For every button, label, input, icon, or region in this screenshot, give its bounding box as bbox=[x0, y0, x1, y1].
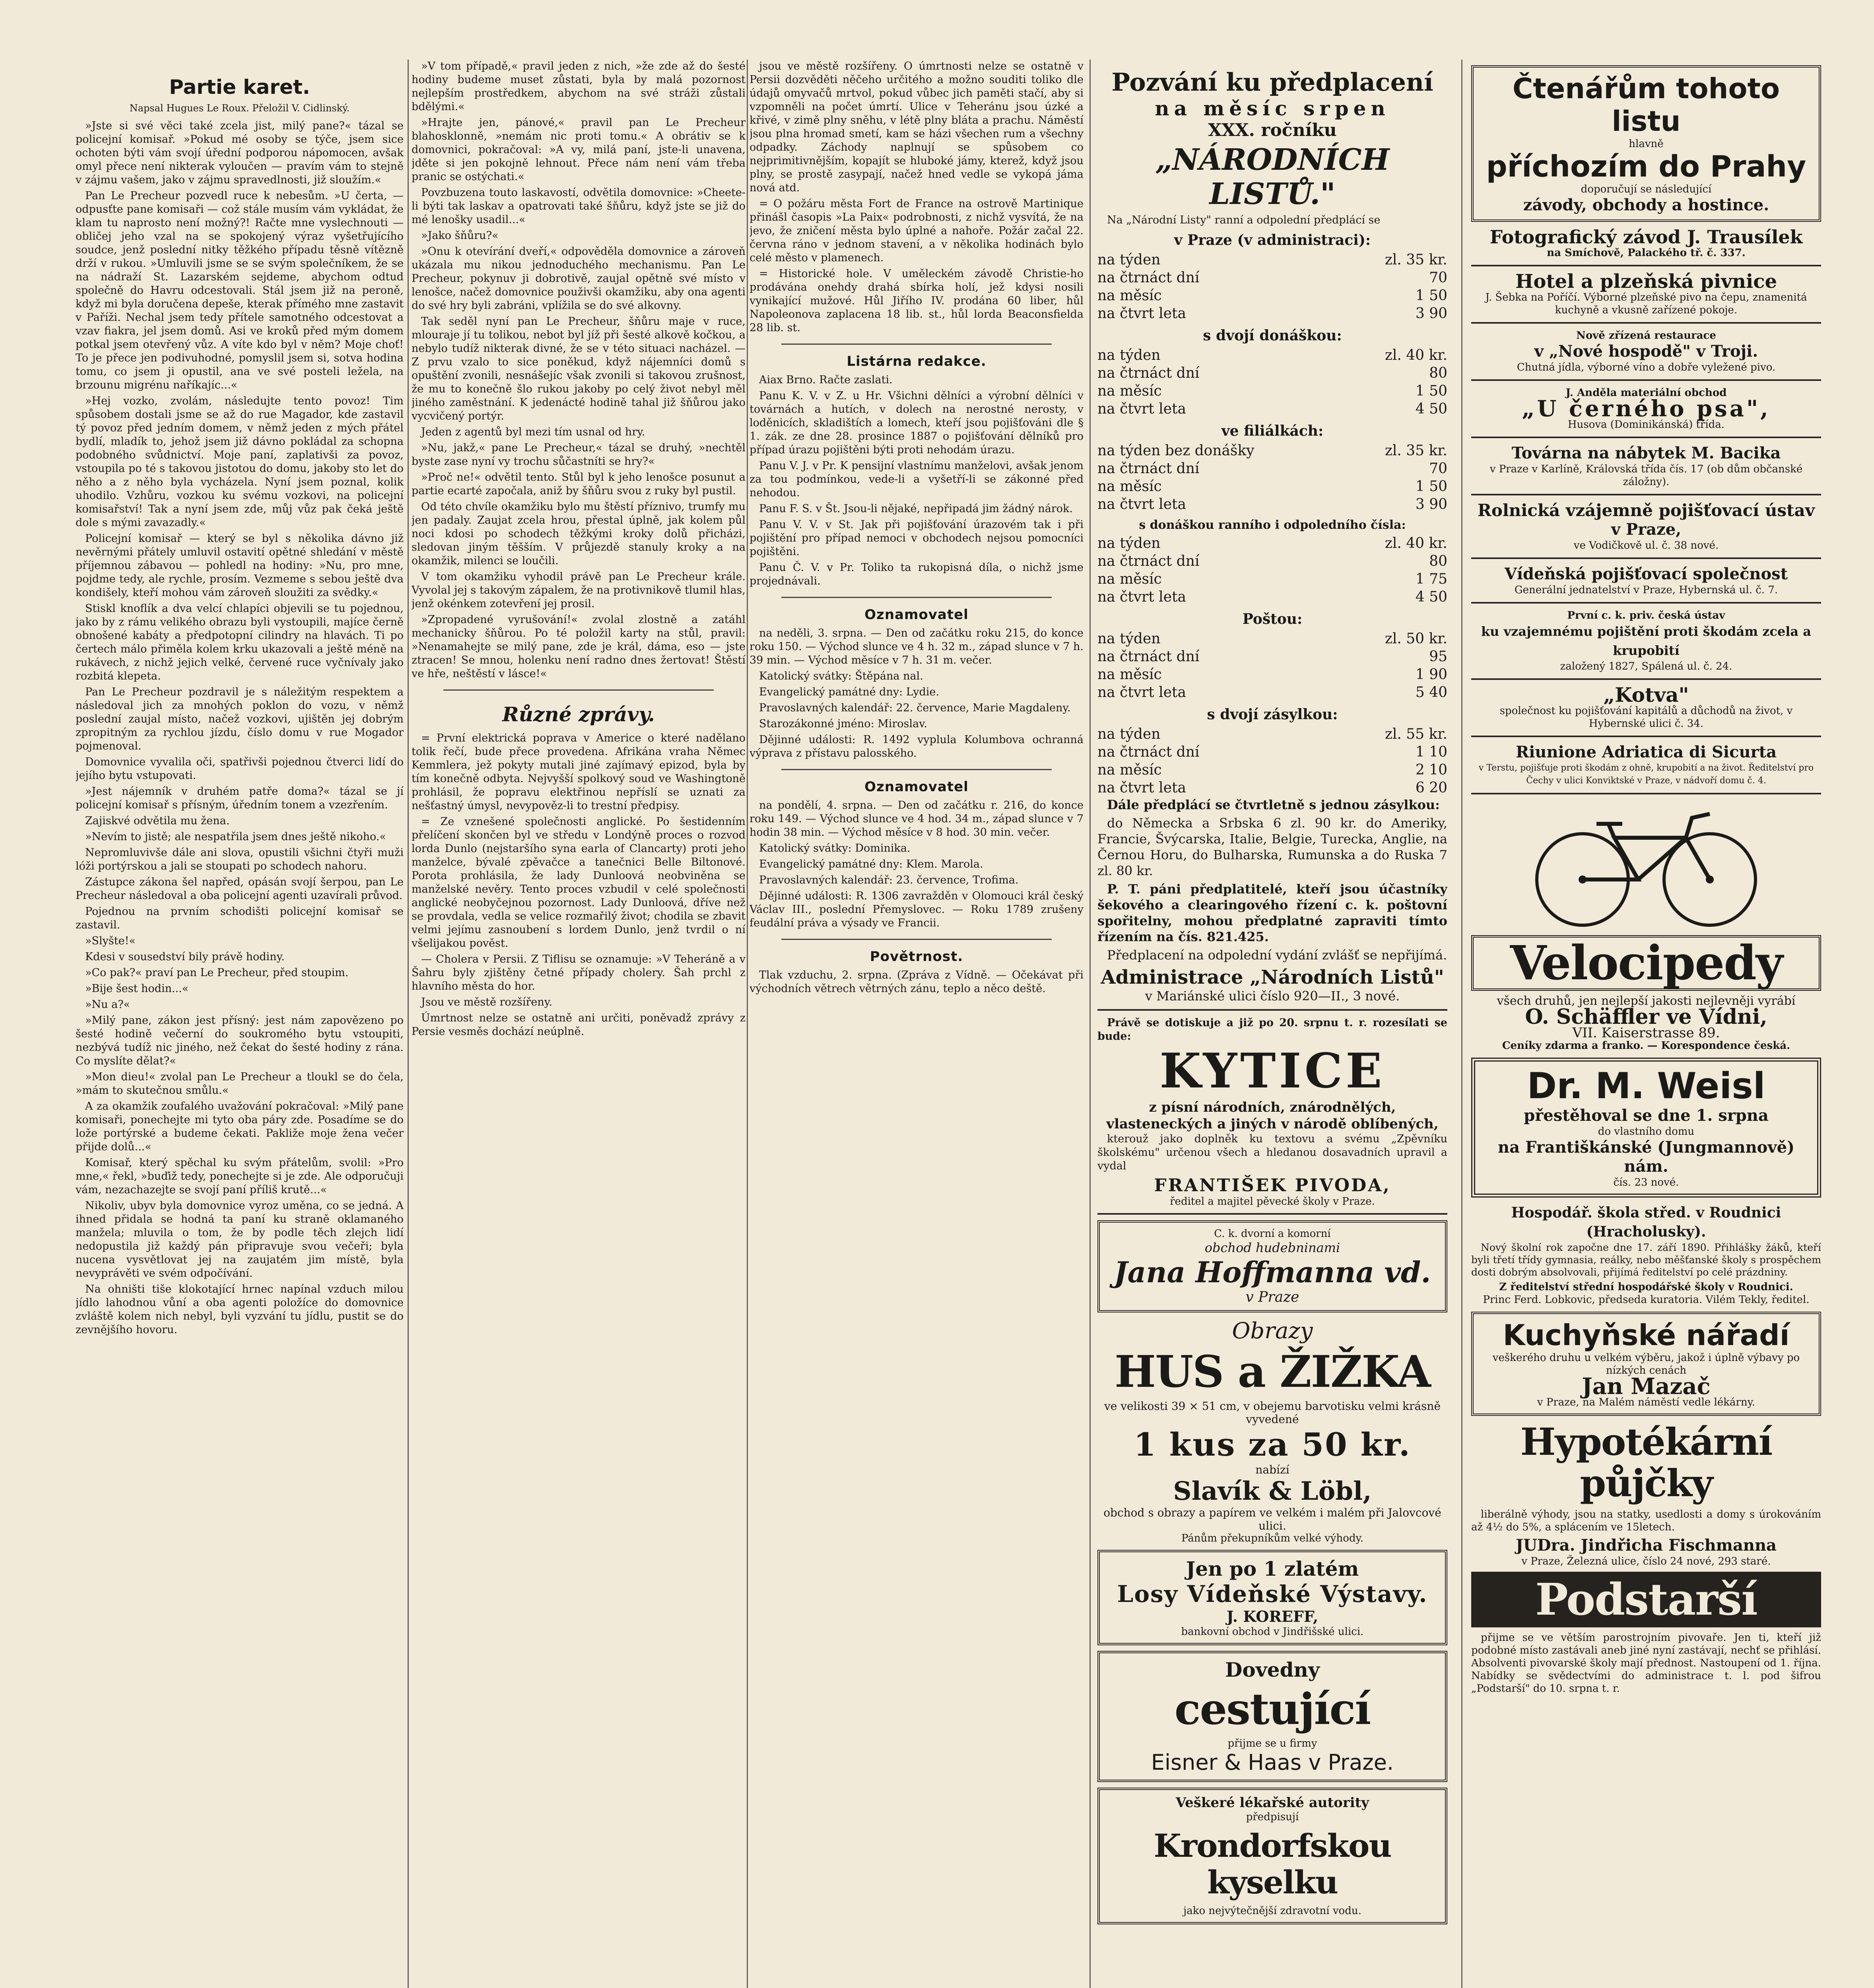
price-label: na čtvrt leta bbox=[1097, 305, 1186, 322]
andel-line1: J. Anděla materiální obchod bbox=[1565, 387, 1727, 399]
almanac-paragraph: Evangelický památné dny: Klem. Marola. bbox=[759, 858, 983, 870]
price-row bbox=[1097, 570, 1447, 588]
prvni-line3: založený 1827, Spálená ul. č. 24. bbox=[1560, 660, 1732, 672]
prvni-line2: ku vzajemnému pojištění proti škodám zcela a krupobití bbox=[1481, 624, 1811, 658]
column-three bbox=[750, 60, 1084, 998]
news-paragraph: = Historické hole. V uměleckém závodě Christie-ho prodávána onehdy drahá sbírka holí, jež kdysi nosili vynikající mužové. Hůl Jiřího IV. prodána 60 liber, hůl Napoleonova zaplacena 18 lib. st., hůl lorda Beaconsfielda 28 lib. st. bbox=[750, 268, 1084, 334]
hoffmann-name: Jana Hoffmanna vd. bbox=[1114, 1255, 1431, 1289]
price-value: 1 75 bbox=[1415, 571, 1447, 587]
divider bbox=[1471, 494, 1821, 495]
almanac-paragraph: Pravoslavných kalendář: 22. července, Marie Magdaleny. bbox=[759, 702, 1071, 714]
schaffler-name: O. Schäffler ve Vídni, bbox=[1525, 1005, 1767, 1029]
posta-heading: Poštou: bbox=[1242, 611, 1303, 627]
story-paragraph: Od této chvíle okamžiku bylo mu štěstí příznivo, trumfy mu jen padaly. Zaujat zcela hrou, přestal úplně, jak kolem půl noci kdosi po schodech těžkými kroky dolů přicházi, sledovan jiným těšším. V průjezdě stanuly kroky a na okamžik, milenci se loučili. bbox=[412, 501, 746, 567]
story-paragraph: Domovnice vyvalila oči, spatřivši pojednou čtverci lidí do jejího bytu vstupovati. bbox=[76, 756, 404, 782]
kotva-name: „Kotva" bbox=[1603, 683, 1689, 707]
price-label: na čtrnáct dní bbox=[1097, 365, 1200, 381]
hus-subtitle: ve velikosti 39 × 51 cm, v obejemu barvotisku velmi krásně vyvedené bbox=[1104, 1400, 1441, 1426]
hotel-title: Hotel a plzeňská pivnice bbox=[1515, 270, 1777, 293]
story-paragraph: Pan Le Precheur pozvedl ruce k nebesům. »U čerta, — odpusťte pane komisaři — což stále musím vám vykládat, že klam tu naprosto není možný?! Račte mne vyslechnouti — obličej jeho vzal na se spokojený výraz vyšetřujícího soudce, jenž poslední nitky těžkého případu těsně vítězně drží v rukou. »Umluvili jsme se se svým společníkem, že se na nádraží St. Lazarském sejdeme, abychom odtud společně do Havru odcestovali. Stál jsem již na peroně, když mi byla doručena depeše, kterak přímého mne zastavit v Paříži. Nechal jsem tedy přítele samotného odcestovat a vzav fiakra, jel jsem domů. Asi ve kroků před mým domem potkal jsem otevřený vůz. A víte kdo byl v něm? Moje choť! To je přece jen podivuhodné, pomyslil jsem si, sotva hodina tomu, co jsem ji opustil, ana ve své posteli ležela, na brzounu migrénu naříkajíc...« bbox=[76, 190, 404, 391]
hus-price: 1 kus za 50 kr. bbox=[1134, 1426, 1411, 1463]
price-value: 70 bbox=[1429, 270, 1447, 286]
podstarsi-title: Podstarší bbox=[1471, 1572, 1821, 1627]
price-label: na čtrnáct dní bbox=[1097, 270, 1200, 286]
divider bbox=[1097, 1213, 1447, 1215]
letter-paragraph: Panu V. V. v St. Jak při pojišťování úrazovém tak i při pojištění pro případ nemoci v obchodech nejsou pomocníci pojištěni. bbox=[750, 518, 1084, 558]
price-row bbox=[1097, 648, 1447, 666]
news-paragraph: = Ze vznešené společnosti anglické. Po šestidenním přelíčení skončen byl ve středu v Londýně proces o rozvod lorda Dunlo (nejstaršího syna earla of Clancarty) proti jeho manželce, bývalé zpěvačce a tanečnici Belle Biltonové. Porota prohlásila, že lady Dunloová neobviněna se manželské nevěry. Tento proces vzbudil v celé společnosti anglické neobyčejnou pozornost. Lady Dunloová, dříve než se provdala, vedla se velice rozmařilý život; chodila se zbavit velmi jejímu zasnoubení s lordem Dunlo, jenž tvrdil o ní všelijakou pověst. bbox=[412, 815, 746, 949]
hotel-text: J. Šebka na Poříčí. Výborné plzeňské pivo na čepu, znamenitá kuchyně a vkusně zařízené pokoje. bbox=[1485, 291, 1807, 316]
story-paragraph: »Zpropadené vyrušování!« zvolal zlostně a zatáhl mechanicky šňůrou. Po té položil karty na stůl, pravil: »Nenamahejte se milý pane, zde je král, dáma, eso — jste ztracen! Se mnou, holenku není radno dnes žertovat! Štěstí ve hře, neštěstí v lásce!« bbox=[412, 613, 746, 680]
price-label: na čtrnáct dní bbox=[1097, 744, 1200, 760]
kuchyn-title: Kuchyňské nářadí bbox=[1503, 1318, 1790, 1352]
almanac-body-1 bbox=[750, 627, 1084, 760]
weisl-line2: přestěhoval se dne 1. srpna bbox=[1524, 1106, 1769, 1125]
story-paragraph: »Onu k otevírání dveří,« odpověděla domovnice a zároveň ukázala mu nikou jednoduchého mechanismu. Pan Le Precheur, pokynuv ji dobrotivě, zaujal opětně své místo v lenošce, načež domovnice použivši okamžiku, aby ona agenti do své hry byli zabráni, vplížila se do své alkovny. bbox=[412, 245, 746, 312]
price-row bbox=[1097, 251, 1447, 269]
price-label: na čtvrt leta bbox=[1097, 780, 1186, 796]
price-row bbox=[1097, 287, 1447, 305]
hypo-title: Hypotékární půjčky bbox=[1520, 1420, 1772, 1505]
story-paragraph: »Nevím to jistě; ale nespatřila jsem dnes ještě nikoho.« bbox=[85, 831, 386, 843]
letters-title: Listárna redakce. bbox=[847, 353, 987, 369]
divider bbox=[1471, 736, 1821, 737]
koreff-ad bbox=[1097, 1550, 1447, 1645]
price-table-donaska bbox=[1097, 346, 1447, 418]
abroad-prices: do Německa a Srbska 6 zl. 90 kr. do Ameriky, Francie, Švýcarska, Italie, Belgie, Turecka, Anglie, na Černou Horu, do Bulharska, Rumunska a do Ruska 7 zl. 80 kr. bbox=[1097, 815, 1447, 878]
price-label: na měsíc bbox=[1097, 383, 1162, 399]
hus-offer: nabízí bbox=[1255, 1463, 1289, 1476]
price-row bbox=[1097, 683, 1447, 701]
price-value: 80 bbox=[1429, 553, 1447, 569]
story-paragraph: »V tom případě,« pravil jeden z nich, »že zde až do šesté hodiny budeme muset zůstati, byla by malá pozornost nejlepším prostředkem, abychom na své stráži zůstali bdělými.« bbox=[412, 60, 746, 113]
hus-zizka-title: HUS a ŽIŽKA bbox=[1115, 1346, 1430, 1397]
losy-price: Jen po 1 zlatém bbox=[1186, 1557, 1359, 1580]
almanac-body-2 bbox=[750, 799, 1084, 930]
price-label: na čtvrt leta bbox=[1097, 589, 1186, 605]
fischmann-address: v Praze, Železná ulice, číslo 24 nové, 293 staré. bbox=[1521, 1555, 1771, 1567]
s-donaskou-heading: s donáškou ranního i odpoledního čísla: bbox=[1139, 518, 1406, 532]
story-paragraph: »Bije šest hodin...« bbox=[85, 982, 189, 995]
column-two bbox=[412, 60, 746, 1041]
price-row bbox=[1097, 552, 1447, 570]
kytice-intro: Právě se dotiskuje a již po 20. srpnu t. r. rozesílati se bude: bbox=[1097, 1017, 1447, 1043]
weather-title: Povětrnost. bbox=[870, 949, 963, 965]
schaffler-note: Ceníky zdarma a franko. — Korespondence česká. bbox=[1502, 1040, 1790, 1052]
story-paragraph: »Jste si své věci také zcela jist, milý pane?« tázal se policejní komisař. »Pokud mé osoby se týče, jsem sice ochoten býti vám svojí úřední podporou nápomocen, avšak omyl přece není nikterak vyloučen — pravím vám to stejně v zájmu vašem, jako v zájmu spravedlnosti, již sloužím.« bbox=[76, 120, 404, 186]
feuilleton-byline: Napsal Hugues Le Roux. Přeložil V. Cidlinský. bbox=[129, 103, 350, 114]
riunione-text: v Terstu, pojišťuje proti škodám z ohně, krupobití a na život. Ředitelství pro Čechy v ulici Konviktské v Praze, v nádvoří domu č. 4. bbox=[1478, 763, 1814, 786]
price-label: na měsíc bbox=[1097, 762, 1162, 778]
weisl-line4: na Františkánské (Jungmannově) nám. bbox=[1498, 1138, 1794, 1176]
story-paragraph: »Nu, jakž,« pane Le Precheur,« tázal se druhý, »nechtěl byste zase nyní vy trochu sůčastníti se hry?« bbox=[412, 442, 746, 468]
viden-title: Vídeňská pojišťovací společnost bbox=[1504, 565, 1788, 583]
story-paragraph: »Proč ne!« odvětil tento. Stůl byl k jeho lenošce posunut a partie ecarté započala, aniž by šňůru svou z ruky byl pustil. bbox=[412, 471, 746, 497]
price-value: zl. 55 kr. bbox=[1385, 726, 1447, 742]
news-section-title: Různé zprávy. bbox=[502, 703, 655, 726]
story-paragraph: Povzbuzena touto laskavostí, odvětila domovnice: »Cheete-li býti tak laskav a opatrovati také šňůru, když jste se již do mé lenošky usadil...« bbox=[412, 186, 746, 226]
story-paragraph: »Milý pane, zákon jest přísný: jest nám zapovězeno po šesté hodině večerní do soukromého bytu vstoupiti, nezbývá tudíž nic jiného, než čekat do šesté hodiny z rána. Co myslíte dělat?« bbox=[76, 1014, 404, 1067]
obrazy-title: Obrazy bbox=[1232, 1318, 1313, 1344]
abroad-note: Dále předplácí se čtvrtletně s jednou zásylkou: bbox=[1107, 797, 1440, 812]
news-paragraph: Úmrtnost nelze se ostatně ani určiti, poněvadž zprávy z Persie vesměs dochází neúplně. bbox=[412, 1012, 746, 1038]
hoffmann-line2: obchod hudebninami bbox=[1204, 1240, 1340, 1255]
price-row bbox=[1097, 761, 1447, 779]
divider bbox=[1471, 793, 1821, 794]
eisner-name: Eisner & Haas v Praze. bbox=[1151, 1750, 1394, 1775]
trausilek-name: Fotografický závod J. Trausílek bbox=[1489, 226, 1803, 248]
price-value: 3 90 bbox=[1415, 305, 1447, 322]
andel-name: „U černého psa", bbox=[1522, 396, 1771, 422]
almanac-paragraph: na neděli, 3. srpna. — Den od začátku roku 215, do konce roku 150. — Východ slunce ve 4 h. 32 m., západ slunce v 7 h. 39 min. — Východ měsíce v 7 h. 31 m. večer. bbox=[750, 627, 1084, 666]
roudnice-names: Princ Ferd. Lobkovic, předseda kuratoria. Vilém Tekly, ředitel. bbox=[1483, 1294, 1810, 1306]
bacik-title: Továrna na nábytek M. Bacika bbox=[1511, 444, 1781, 462]
rolnicka-title: Rolnická vzájemně pojišťovací ústav bbox=[1477, 501, 1815, 520]
cestujici-ad bbox=[1097, 1651, 1447, 1782]
news-paragraph: — Cholera v Persii. Z Tiflisu se oznamuje: »V Teheráně a v Šahru byly zjištěny četné případy cholery. Šah prchl z hlavního města do hor. bbox=[412, 953, 746, 992]
price-value: 3 90 bbox=[1415, 496, 1447, 513]
price-value: 4 50 bbox=[1415, 401, 1447, 417]
price-label: na čtvrt leta bbox=[1097, 496, 1186, 513]
letter-paragraph: Aiax Brno. Račte zaslati. bbox=[759, 374, 893, 386]
krondorf-line2: předpisují bbox=[1246, 1811, 1299, 1823]
divider bbox=[1471, 557, 1821, 559]
price-row bbox=[1097, 442, 1447, 460]
story-paragraph: Komisař, který spěchal ku svým přátelům, svolil: »Pro mne,« řekl, »buďiž tedy, ponechejte si je zde. Ale odporučuji vám, nezachazejte se svojí paní příliš krutě...« bbox=[76, 1157, 404, 1196]
price-label: na měsíc bbox=[1097, 571, 1162, 587]
price-row bbox=[1097, 779, 1447, 797]
dvoji-heading: s dvojí zásylkou: bbox=[1207, 706, 1338, 723]
column-rule bbox=[408, 60, 409, 1988]
riunione-name: Riunione Adriatica di Sicurta bbox=[1515, 743, 1777, 761]
story-paragraph: Nepromluvivše dále ani slova, opustili všichni čtyři muži lóži portýrskou a jali se stoupati po schodech nahoru. bbox=[76, 846, 404, 872]
slavik-note: Pánům překupníkům velké výhody. bbox=[1181, 1532, 1364, 1544]
price-value: 4 50 bbox=[1415, 589, 1447, 605]
bacik-address: v Praze v Karlíně, Královská třída čís. 17 (ob dům občanské záložny). bbox=[1489, 463, 1803, 488]
story-paragraph: »Jest nájemník v druhém patře doma?« tázal se jí policejní komisař s přísným, úředním tonem a vzezřením. bbox=[76, 785, 404, 811]
news-paragraph: Jsou ve městě rozšířeny. bbox=[421, 996, 552, 1008]
weisl-name: Dr. M. Weisl bbox=[1527, 1065, 1765, 1107]
divider bbox=[781, 939, 1052, 940]
column-rule bbox=[1461, 60, 1462, 1988]
trausilek-address: na Smíchově, Palackého tř. č. 337. bbox=[1547, 247, 1746, 259]
divider bbox=[443, 689, 714, 691]
column-ads bbox=[1471, 60, 1821, 1697]
divider bbox=[1471, 678, 1821, 680]
mazac-name: Jan Mazač bbox=[1582, 1373, 1711, 1400]
letter-paragraph: Panu F. S. v Št. Jsou-li nějaké, nepřipadá jim žádný nárok. bbox=[759, 503, 1073, 515]
price-row bbox=[1097, 588, 1447, 606]
divider bbox=[1471, 265, 1821, 266]
krondorf-line1: Veškeré lékařské autority bbox=[1175, 1795, 1369, 1811]
story-paragraph: Zajiskvé odvětila mu žena. bbox=[85, 815, 230, 827]
kotva-text: společnost ku pojišťování kapitálů a důchodů na život, v Hybernské ulici č. 34. bbox=[1499, 705, 1793, 730]
kytice-subtitle: z písní národních, znárodnělých, vlasteneckých a jiných v národě oblíbených, bbox=[1106, 1099, 1439, 1132]
divider bbox=[1471, 379, 1821, 381]
story-paragraph: Zástupce zákona šel napřed, opásán svojí šerpou, pan Le Precheur následoval a oba policejní agenti uzavírali průvod. bbox=[76, 876, 404, 902]
slavik-text: obchod s obrazy a papírem ve velkém i malém při Jalovcové ulici. bbox=[1103, 1506, 1441, 1532]
kytice-text: kterouž jako doplněk ku textovu a svému „Zpěvníku školskému" určenou všech a hledanou dosavadních upravil a vydal bbox=[1097, 1133, 1447, 1172]
news-paragraph: jsou ve městě rozšířeny. O úmrtnosti nelze se ostatně v Persii dozvěděti něčeho určitého a možno souditi toliko dle údajů omyvačů mrtvol, pokud vůbec jich paměti stačí, aby si vzpomněli na počet úmrtí. Ulice v Teheránu jsou úzké a křivé, v zimě plny sněhu, v létě plny bláta a prachu. Náměstí jsou plna hromad smetí, kam se házi všechen rum a všechny odpadky. Záchody naplnují se spůsobem co nejprimitivnějším, kopajít se hluboké jámy, kterež, když jsou plny, se prostě zasypají, načež hned vedle se vykopá jáma nová atd. bbox=[750, 60, 1084, 194]
price-value: 70 bbox=[1429, 460, 1447, 477]
price-label: na čtrnáct dní bbox=[1097, 648, 1200, 665]
price-label: na čtrnáct dní bbox=[1097, 553, 1200, 569]
price-value: 2 10 bbox=[1415, 762, 1447, 778]
directory-line4: doporučují se následující bbox=[1581, 183, 1712, 195]
rolnicka-address: ve Vodičkově ul. č. 38 nové. bbox=[1573, 540, 1719, 551]
price-row bbox=[1097, 269, 1447, 287]
price-value: 1 50 bbox=[1415, 478, 1447, 495]
story-paragraph: »Co pak?« praví pan Le Precheur, před stoupim. bbox=[85, 967, 349, 979]
story-paragraph: A za okamžik zoufalého uvažování pokračoval: »Milý pane komisaři, ponechejte mi tyto oba páry zde. Posadíme se do lože portýrské a budeme čekati. Pakliže moje žena večer přijde dolů...« bbox=[76, 1100, 404, 1153]
viden-address: Generální jednatelství v Praze, Hybernská ul. č. 7. bbox=[1514, 584, 1778, 596]
price-row bbox=[1097, 346, 1447, 364]
pivoda-name: FRANTIŠEK PIVODA, bbox=[1154, 1175, 1391, 1196]
divider bbox=[781, 344, 1052, 345]
troja-text: Chutná jídla, výborné víno a dobře vyležené pivo. bbox=[1517, 361, 1776, 373]
schaffler-address: VII. Kaiserstrasse 89. bbox=[1572, 1025, 1720, 1041]
directory-header bbox=[1471, 65, 1821, 222]
divider bbox=[1097, 1009, 1447, 1011]
krondorf-line3: jako nejvýtečnější zdravotní vodu. bbox=[1183, 1905, 1361, 1917]
clearing-note: P. T. páni předplatitelé, kteří jsou účastníky šekového a clearingového řízení c. k. poštovní spořitelny, mohou předplatné zapraviti tímto řízením na čís. 821.425. bbox=[1097, 881, 1447, 944]
price-label: na týden bbox=[1097, 726, 1161, 742]
slavik-name: Slavík & Löbl, bbox=[1173, 1476, 1372, 1506]
koreff-name: J. KOREFF, bbox=[1226, 1607, 1319, 1625]
story-paragraph: »Jako šňůru?« bbox=[421, 229, 499, 242]
story-paragraph: V tom okamžiku vyhodil právě pan Le Precheur krále. Vyvolal jej s takovým zápalem, že na protivnikově tlumil hlas, jenž okénkem zotevření jej prosil. bbox=[412, 571, 746, 610]
column-feuilleton bbox=[76, 60, 404, 1339]
price-value: 1 50 bbox=[1415, 383, 1447, 399]
directory-line3: příchozím do Prahy bbox=[1486, 149, 1806, 184]
roudnice-title: Hospodář. škola střed. v Roudnici (Hracholusky). bbox=[1511, 1204, 1781, 1240]
price-label: na měsíc bbox=[1097, 666, 1162, 683]
news-items bbox=[412, 732, 746, 1039]
kuchyn-text: veškerého druhu u velkém výběru, jakož i úplně výbavy po nízkých cenách bbox=[1492, 1352, 1800, 1376]
price-value: 1 10 bbox=[1415, 744, 1447, 760]
almanac-paragraph: Starozákonné jméno: Miroslav. bbox=[759, 718, 927, 730]
story-paragraph: »Slyšte!« bbox=[85, 935, 136, 947]
price-value: zl. 35 kr. bbox=[1385, 252, 1447, 268]
almanac-title-2: Oznamovatel bbox=[864, 779, 969, 795]
subscription-title: Pozvání ku předplacení bbox=[1111, 68, 1433, 97]
price-row bbox=[1097, 495, 1447, 513]
story-paragraph: Pojednou na prvním schodišti policejní komisař se zastavil. bbox=[76, 905, 404, 931]
donaska-heading: s dvojí donáškou: bbox=[1203, 327, 1342, 344]
price-table-praha bbox=[1097, 251, 1447, 322]
price-table-dvoji bbox=[1097, 725, 1447, 797]
troja-line1: Nově zřízená restaurace bbox=[1576, 330, 1716, 342]
krondorf-title: Krondorfskou kyselku bbox=[1154, 1827, 1391, 1901]
cestujici-word: cestující bbox=[1174, 1684, 1371, 1734]
story-paragraph: Tak seděl nyní pan Le Precheur, šňůru maje v ruce, mlouraje jí tu tolikou, nebot byl jíž při šesté alkově kočkou, a nebylo tudíž nikterak divné, že se v této situaci nacházel. — Z prvu vzalo to sice poněkud, když nájemníci domů s opuštění zvonili, nesnášejíc však zvonili si takovou zrušnost, že mu to konečně šlo rukou jakoby po celý život nebyl měl jiného zaměstnání. K jedenácté hodině tahal již šňůrou jako vycvičený portýr. bbox=[412, 315, 746, 422]
hoffmann-line1: C. k. dvorní a komorní bbox=[1214, 1228, 1331, 1240]
price-row bbox=[1097, 725, 1447, 743]
price-label: na týden bbox=[1097, 347, 1161, 363]
kuchyn-ad bbox=[1471, 1312, 1821, 1416]
almanac-paragraph: Evangelický památné dny: Lydie. bbox=[759, 686, 939, 698]
weisl-line3: do vlastního domu bbox=[1598, 1126, 1695, 1138]
subscription-intro: Na „Národní Listy" ranní a odpolední předplácí se bbox=[1107, 214, 1381, 226]
newspaper-name: „NÁRODNÍCH LISTŮ." bbox=[1155, 143, 1390, 211]
bicycle-icon bbox=[1523, 800, 1769, 931]
divider bbox=[1471, 602, 1821, 604]
almanac-title-1: Oznamovatel bbox=[864, 607, 969, 623]
feuilleton-title: Partie karet. bbox=[169, 76, 310, 99]
administration-address: v Mariánské ulici číslo 920—II., 3 nové. bbox=[1145, 988, 1400, 1004]
story-paragraph: Nikoliv, ubyv byla domovnice vyroz uměna, co se jedná. A ihned přidala se hodná ta paní ku straně oklamaného manžela; mluvila o tom, že by podle těch zlejch lidí nedopustila již každý pán připravuje svou večeři; byla nucena vysvětlovat jej na zaujatém jim místě, byla nevyprávěti ve svém odpočívání. bbox=[76, 1200, 404, 1279]
mazac-address: v Praze, na Malém náměstí vedle lékárny. bbox=[1537, 1396, 1756, 1408]
weisl-ad bbox=[1471, 1058, 1821, 1198]
subscription-month: na měsíc srpen bbox=[1155, 97, 1390, 120]
price-row bbox=[1097, 630, 1447, 648]
weather-paragraph: Tlak vzduchu, 2. srpna. (Zpráva z Vídně. — Očekávat při východních větrech větrných zánu, teplo a něco deště. bbox=[750, 969, 1084, 995]
letter-paragraph: Panu K. V. v Z. u Hr. Všichni dělníci a výrobní dělníci v továrnách a hutích, v dolech na nerostné nerosty, v loděnicích, skladištích a lomech, kteří jsou pojišťováni dle § 1. zák. ze dne 28. prosince 1887 o pojišťování dělníků pro případ úrazu pojištěni býti proti nehodám úrazu. bbox=[750, 390, 1084, 456]
divider bbox=[1471, 322, 1821, 324]
story-paragraph: Pan Le Precheur pozdravil je s náležitým respektem a následoval jich za mnohých poklon do vozu, v němž poslední zaujal místo, načež vozkovi, ujištěn jej dobrým zpropitným za rychlou jízdu, číslo domu v rue Mogador pojmenoval. bbox=[76, 686, 404, 752]
news-paragraph: = První elektrická poprava v Americe o které nadělano tolik řečí, bude přece provedena. Afrikána vraha Němec Kemmlera, jež pokyty mutali jiné zajímavý epizod, byla by tím konečně odbyta. Nejvyšší spolkový soud ve Washingtoně prohlásil, že popravu elektřinou nepříslí se uznati za nešťastný úmysl, nevypověz-li to trestní předpisy. bbox=[412, 732, 746, 812]
price-label: na čtvrt leta bbox=[1097, 401, 1186, 417]
hypo-text: liberálně výhody, jsou na statky, usedlosti a domy s úrokováním až 4½ do 5%, a splácením ve 15letech. bbox=[1471, 1508, 1821, 1533]
dovedny-word: Dovedny bbox=[1225, 1658, 1320, 1681]
almanac-paragraph: Dějinné události: R. 1492 vyplula Kolumbova ochranná výprava z přístavu palosského. bbox=[750, 734, 1084, 759]
divider bbox=[781, 769, 1052, 770]
feuilleton-body bbox=[76, 119, 404, 1337]
price-label: na čtvrt leta bbox=[1097, 684, 1186, 701]
fischmann-name: JUDra. Jindřicha Fischmanna bbox=[1516, 1536, 1777, 1555]
price-table-s-donaskou bbox=[1097, 534, 1447, 606]
roudnice-text: Nový školní rok započne dne 17. září 1890. Přihlášky žáků, kteří byli třetí třídy gymnasia, reálky, nebo měšťanské školy s prospěchem dosti dobrým absolvovali, přijímá ředitelství po celé prázdniny. bbox=[1471, 1242, 1821, 1278]
price-label: na týden bez donášky bbox=[1097, 443, 1255, 459]
divider bbox=[781, 597, 1052, 598]
weather-body bbox=[750, 969, 1084, 996]
almanac-paragraph: Katolický svátky: Dominika. bbox=[759, 842, 911, 854]
price-row bbox=[1097, 305, 1447, 322]
administration-title: Administrace „Národních Listů" bbox=[1101, 966, 1444, 988]
letter-paragraph: Panu V. J. v Pr. K pensijní vlastnímu manželovi, avšak jenom za tou podmínkou, vede-li a vyšetří-li se zákonné před nehodou. bbox=[750, 460, 1084, 499]
letters-body bbox=[750, 373, 1084, 588]
column-subscription bbox=[1097, 60, 1447, 1930]
andel-address: Husova (Dominikánská) třída. bbox=[1567, 419, 1725, 431]
price-row bbox=[1097, 400, 1447, 418]
price-row bbox=[1097, 534, 1447, 552]
roudnice-sign: Z ředitelství střední hospodářské školy v Roudnici. bbox=[1499, 1281, 1793, 1293]
price-label: na čtrnáct dní bbox=[1097, 460, 1200, 477]
pivoda-title: ředitel a majitel pěvecké školy v Praze. bbox=[1170, 1196, 1375, 1208]
price-row bbox=[1097, 743, 1447, 761]
story-paragraph: Na ohništi tiše klokotající hrnec napínal vzduch milou jídlo lahodnou vůní a oba agenti položíce do domovnice zvláště kolem nich nebyl, byli vyzvání tu jídlu, pustit se do zevnějšího hovoru. bbox=[76, 1283, 404, 1336]
story-paragraph: Jeden z agentů byl mezi tím usnal od hry. bbox=[421, 426, 645, 438]
koreff-address: bankovní obchod v Jindřišské ulici. bbox=[1181, 1626, 1364, 1638]
weisl-line5: čís. 23 nové. bbox=[1613, 1176, 1679, 1188]
directory-line2: hlavně bbox=[1629, 138, 1664, 150]
almanac-paragraph: Dějinné události: R. 1306 zavražděn v Olomouci král český Václav III., poslední Přemyslovec. — Roku 1789 zrušeny feudální práva a výsady ve Francii. bbox=[750, 890, 1084, 929]
velocipedy-text: všech druhů, jen nejlepší jakosti nejlevněji vyrábí bbox=[1497, 994, 1796, 1008]
story-paragraph: Kdesi v sousedství bily právě hodiny. bbox=[85, 951, 285, 963]
price-value: 5 40 bbox=[1415, 684, 1447, 701]
almanac-paragraph: na pondělí, 4. srpna. — Den od začátku r. 216, do konce roku 149. — Východ slunce ve 4 hod. 34 m., západ slunce v 7 hodin 38 min. — Východ měsíce v 8 hod. 30 min. večer. bbox=[750, 799, 1084, 839]
losy-title: Losy Vídeňské Výstavy. bbox=[1117, 1580, 1428, 1607]
price-table-posta bbox=[1097, 630, 1447, 701]
price-label: na týden bbox=[1097, 252, 1161, 268]
almanac-paragraph: Pravoslavných kalendář: 23. července, Trofima. bbox=[759, 874, 1019, 886]
cestujici-sub: přijme se u firmy bbox=[1227, 1738, 1317, 1749]
story-paragraph: »Mon dieu!« zvolal pan Le Precheur a tloukl se do čela, »mám to skutečnou smůlu.« bbox=[76, 1071, 404, 1097]
hoffmann-ad bbox=[1097, 1220, 1447, 1312]
price-label: na měsíc bbox=[1097, 478, 1162, 495]
price-value: zl. 40 kr. bbox=[1385, 347, 1447, 363]
price-table-filial bbox=[1097, 442, 1447, 513]
news-continued bbox=[750, 60, 1084, 335]
price-row bbox=[1097, 382, 1447, 400]
price-row bbox=[1097, 478, 1447, 495]
story-paragraph: »Hrajte jen, pánové,« pravil pan Le Precheur blahosklonně, »nemám nic proti tomu.« A obrátiv se k domovnici, pokračoval: »A vy, milá paní, jste-li unavena, jděte si jen pokojně lehnout. Přece nám není vám třeba pranic se ostýchati.« bbox=[412, 116, 746, 183]
troja-name: v „Nové hospodě" v Troji. bbox=[1534, 342, 1758, 361]
news-paragraph: = O požáru města Fort de France na ostrově Martinique přinášl časopis »La Paix« podrobnosti, z nichž vysvítá, že na jevo, že zničení města bylo úplné a nahoře. Požár začal 22. června ráno v jednom stavení, a v několika hodinách bylo celé město v plamenech. bbox=[750, 198, 1084, 264]
price-value: zl. 40 kr. bbox=[1385, 535, 1447, 551]
podstarsi-text: přijme se ve větším parostrojním pivovaře. Jen ti, kteří již podobné místo zastávali aneb jiné nyní zastávají, nechť se přihlásí. Absolventi pivovarské školy mají přednost. Nastoupení od 1. října. Nabídky se svědectvími do administrace t. l. pod šifrou „Podstarší" do 10. srpna t. r. bbox=[1471, 1632, 1821, 1695]
price-row bbox=[1097, 364, 1447, 382]
story-paragraph: »Hej vozko, zvolám, následujte tento povoz! Tim spůsobem dostali jsme se až do rue Magador, kde zastavil tý povoz před jedním domem, v němž jeden z mých přátel bydlí, mladík to, jehož jsem již dávno pokládal za schopna podobného svůdnictví. Moje paní, zaplativši za povoz, vstoupila po té s takovou jistotou do domu, jakoby sto let do něho a z něho byla vycházela. Nyní jsem poznal, kolik uhodilo. Vzhůru, vozkou ku svému vozkovi, na policejní komisařství! Tak a nyní jsem zde, můj vůz pak čeká ještě dole s mými zavazadly.« bbox=[76, 395, 404, 529]
price-row bbox=[1097, 666, 1447, 683]
price-label: na týden bbox=[1097, 535, 1161, 551]
price-value: zl. 50 kr. bbox=[1385, 631, 1447, 647]
price-value: 1 90 bbox=[1415, 666, 1447, 683]
praha-heading: v Praze (v administraci): bbox=[1174, 232, 1371, 248]
velocipedy-title: Velocipedy bbox=[1471, 935, 1821, 991]
story-paragraph: Stiskl knoflík a dva velcí chlapíci objevili se tu pojednou, jako by z rámu velikého obrazu byli vystoupili, majíce černě obnošené kabáty a předpotopní cilindry na hlavách. Ti po čertech málo přiměla kolem krku ukazovali a ještě méně na rukávech, z nichž jejich velké, červené ruce vyčnívaly jako rozbitá klepeta. bbox=[76, 602, 404, 682]
feuilleton-continued bbox=[412, 60, 746, 681]
price-value: zl. 35 kr. bbox=[1385, 443, 1447, 459]
krondorf-ad bbox=[1097, 1788, 1447, 1924]
price-value: 80 bbox=[1429, 365, 1447, 381]
subscription-volume: XXX. ročníku bbox=[1208, 120, 1337, 140]
column-rule bbox=[747, 60, 748, 1988]
filial-heading: ve filiálkách: bbox=[1221, 423, 1324, 439]
directory-line1: Čtenářům tohoto listu bbox=[1512, 72, 1780, 138]
story-paragraph: Policejní komisař — který se byl s několika dávno již nevěrnými přátely umluvil ostavití opětné shledání v městě příjemnou zábavou — pohledl na hodiny: »Nu, pro mne, pojdme tedy, ale rychle, prosím. Vezmeme s sebou ještě dva kondišely, kteří mohou vám zároveň sloužiti za svědky.« bbox=[76, 532, 404, 599]
almanac-paragraph: Katolický svátky: Štěpána nal. bbox=[759, 670, 923, 682]
story-paragraph: »Nu a?« bbox=[85, 998, 130, 1011]
directory-line5: závody, obchody a hostince. bbox=[1523, 196, 1769, 214]
evening-note: Předplacení na odpolední vydání zvlášť se nepřijímá. bbox=[1107, 947, 1447, 963]
price-label: na měsíc bbox=[1097, 287, 1162, 304]
column-rule bbox=[1089, 60, 1091, 1988]
price-row bbox=[1097, 460, 1447, 478]
rolnicka-city: v Praze, bbox=[1611, 520, 1682, 539]
price-value: 95 bbox=[1429, 648, 1447, 665]
kytice-title: KYTICE bbox=[1159, 1043, 1385, 1099]
prvni-line1: První c. k. priv. česká ústav bbox=[1567, 610, 1725, 621]
price-value: 1 50 bbox=[1415, 287, 1447, 304]
hoffmann-city: v Praze bbox=[1245, 1289, 1299, 1305]
price-value: 6 20 bbox=[1415, 780, 1447, 796]
letter-paragraph: Panu Č. V. v Pr. Toliko ta rukopisná díla, o nichž jsme projednávali. bbox=[750, 561, 1084, 587]
price-label: na týden bbox=[1097, 631, 1161, 647]
divider bbox=[1471, 437, 1821, 438]
